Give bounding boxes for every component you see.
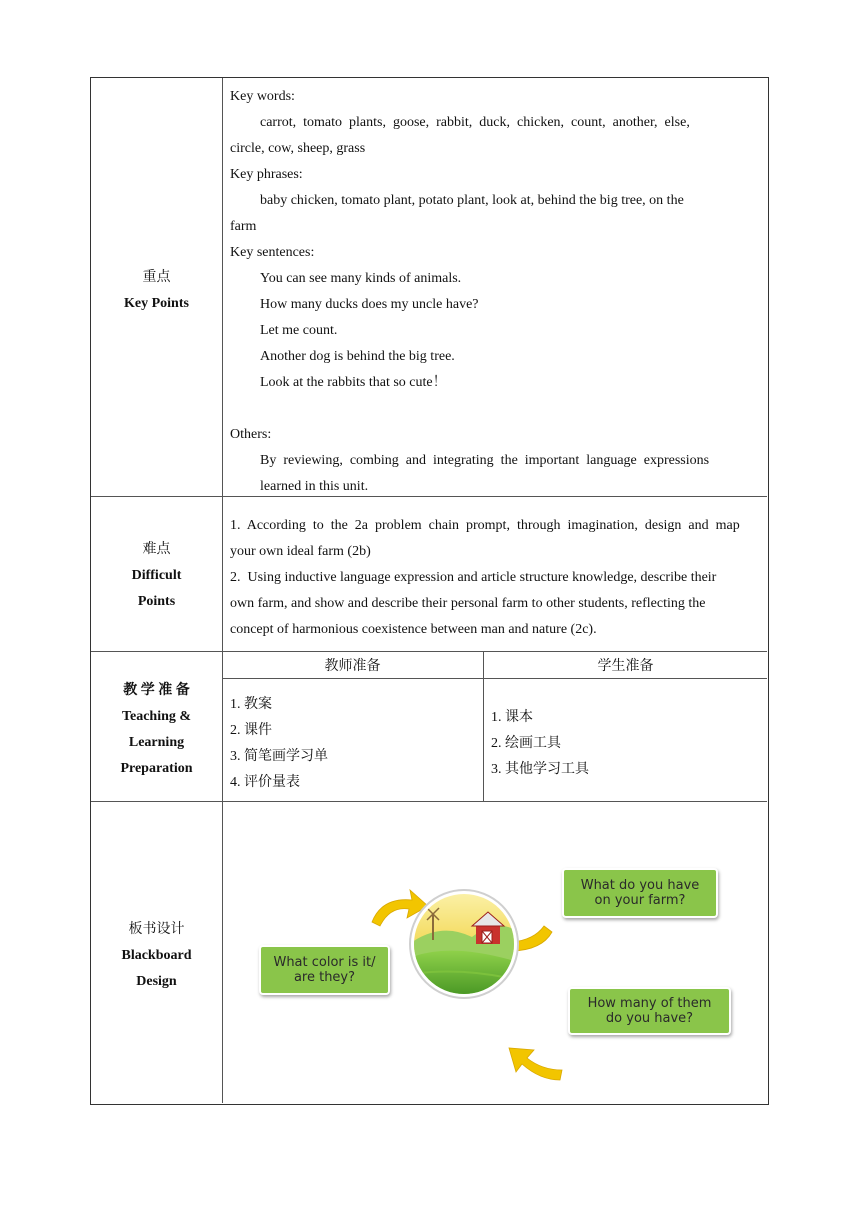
student-prep-item: 3. 其他学习工具 <box>491 762 589 777</box>
key-sentence: How many ducks does my uncle have? <box>260 297 479 312</box>
preparation-label-cn: 教 学 准 备 <box>123 683 190 698</box>
difficult-item1-line1: 1. According to the 2a problem chain prompt, through imagination, design and map <box>230 518 740 533</box>
difficult-item2-line1: 2. Using inductive language expression and article structure knowledge, describe their <box>230 570 717 585</box>
key-points-label-en: Key Points <box>124 296 189 311</box>
key-phrases-line2: farm <box>230 219 257 234</box>
bubble-color-question: What color is it/ are they? <box>259 945 390 995</box>
key-points-label <box>91 265 222 317</box>
student-prep-heading: 学生准备 <box>597 659 654 674</box>
teacher-prep-item: 3. 简笔画学习单 <box>230 749 328 764</box>
blackboard-label-en2: Design <box>136 974 177 989</box>
difficult-points-label <box>91 537 222 615</box>
arrow-to-bottom-bubble <box>509 1048 562 1080</box>
key-points-label-cn: 重点 <box>142 270 171 285</box>
key-sentence: You can see many kinds of animals. <box>260 271 462 286</box>
others-line2: learned in this unit. <box>260 479 369 494</box>
blackboard-label-en1: Blackboard <box>121 948 192 963</box>
others-line1: By reviewing, combing and integrating the important language expressions <box>260 453 710 468</box>
teacher-prep-heading: 教师准备 <box>324 659 381 674</box>
difficult-item1-line2: your own ideal farm (2b) <box>230 544 371 559</box>
key-sentences-heading: Key sentences: <box>230 245 315 260</box>
key-sentence: Let me count. <box>260 323 338 338</box>
teacher-prep-item: 2. 课件 <box>230 723 272 738</box>
key-sentence: Another dog is behind the big tree. <box>260 349 455 364</box>
key-words-line1: carrot, tomato plants, goose, rabbit, duck, chicken, count, another, else, <box>260 115 690 130</box>
blackboard-label <box>91 917 222 995</box>
preparation-label-en3: Preparation <box>120 761 193 776</box>
bubble-quantity-question: How many of them do you have? <box>568 987 731 1035</box>
others-heading: Others: <box>230 427 272 442</box>
blackboard-label-cn: 板书设计 <box>128 922 185 937</box>
difficult-points-label-cn: 难点 <box>142 542 171 557</box>
bubble-farm-question: What do you have on your farm? <box>562 868 718 918</box>
row-divider <box>91 651 767 652</box>
farm-illustration <box>410 890 518 1002</box>
key-phrases-heading: Key phrases: <box>230 167 303 182</box>
preparation-label-en2: Learning <box>128 735 185 750</box>
teacher-prep-item: 4. 评价量表 <box>230 775 300 790</box>
key-sentence: Look at the rabbits that so cute！ <box>260 375 447 390</box>
key-phrases-line1: baby chicken, tomato plant, potato plant, look at, behind the big tree, on the <box>260 193 684 208</box>
difficult-points-label-en2: Points <box>137 594 176 609</box>
preparation-label-en1: Teaching & <box>121 709 192 724</box>
preparation-label <box>91 678 222 782</box>
key-words-line2: circle, cow, sheep, grass <box>230 141 366 156</box>
student-prep-item: 2. 绘画工具 <box>491 736 561 751</box>
lesson-plan-table <box>90 77 769 1105</box>
teacher-prep-item: 1. 教案 <box>230 697 272 712</box>
key-words-heading: Key words: <box>230 89 295 104</box>
student-prep-item: 1. 课本 <box>491 710 533 725</box>
difficult-points-label-en1: Difficult <box>131 568 182 583</box>
difficult-item2-line3: concept of harmonious coexistence between man and nature (2c). <box>230 622 597 637</box>
row-divider <box>91 496 767 497</box>
difficult-item2-line2: own farm, and show and describe their personal farm to other students, reflecting the <box>230 596 706 611</box>
